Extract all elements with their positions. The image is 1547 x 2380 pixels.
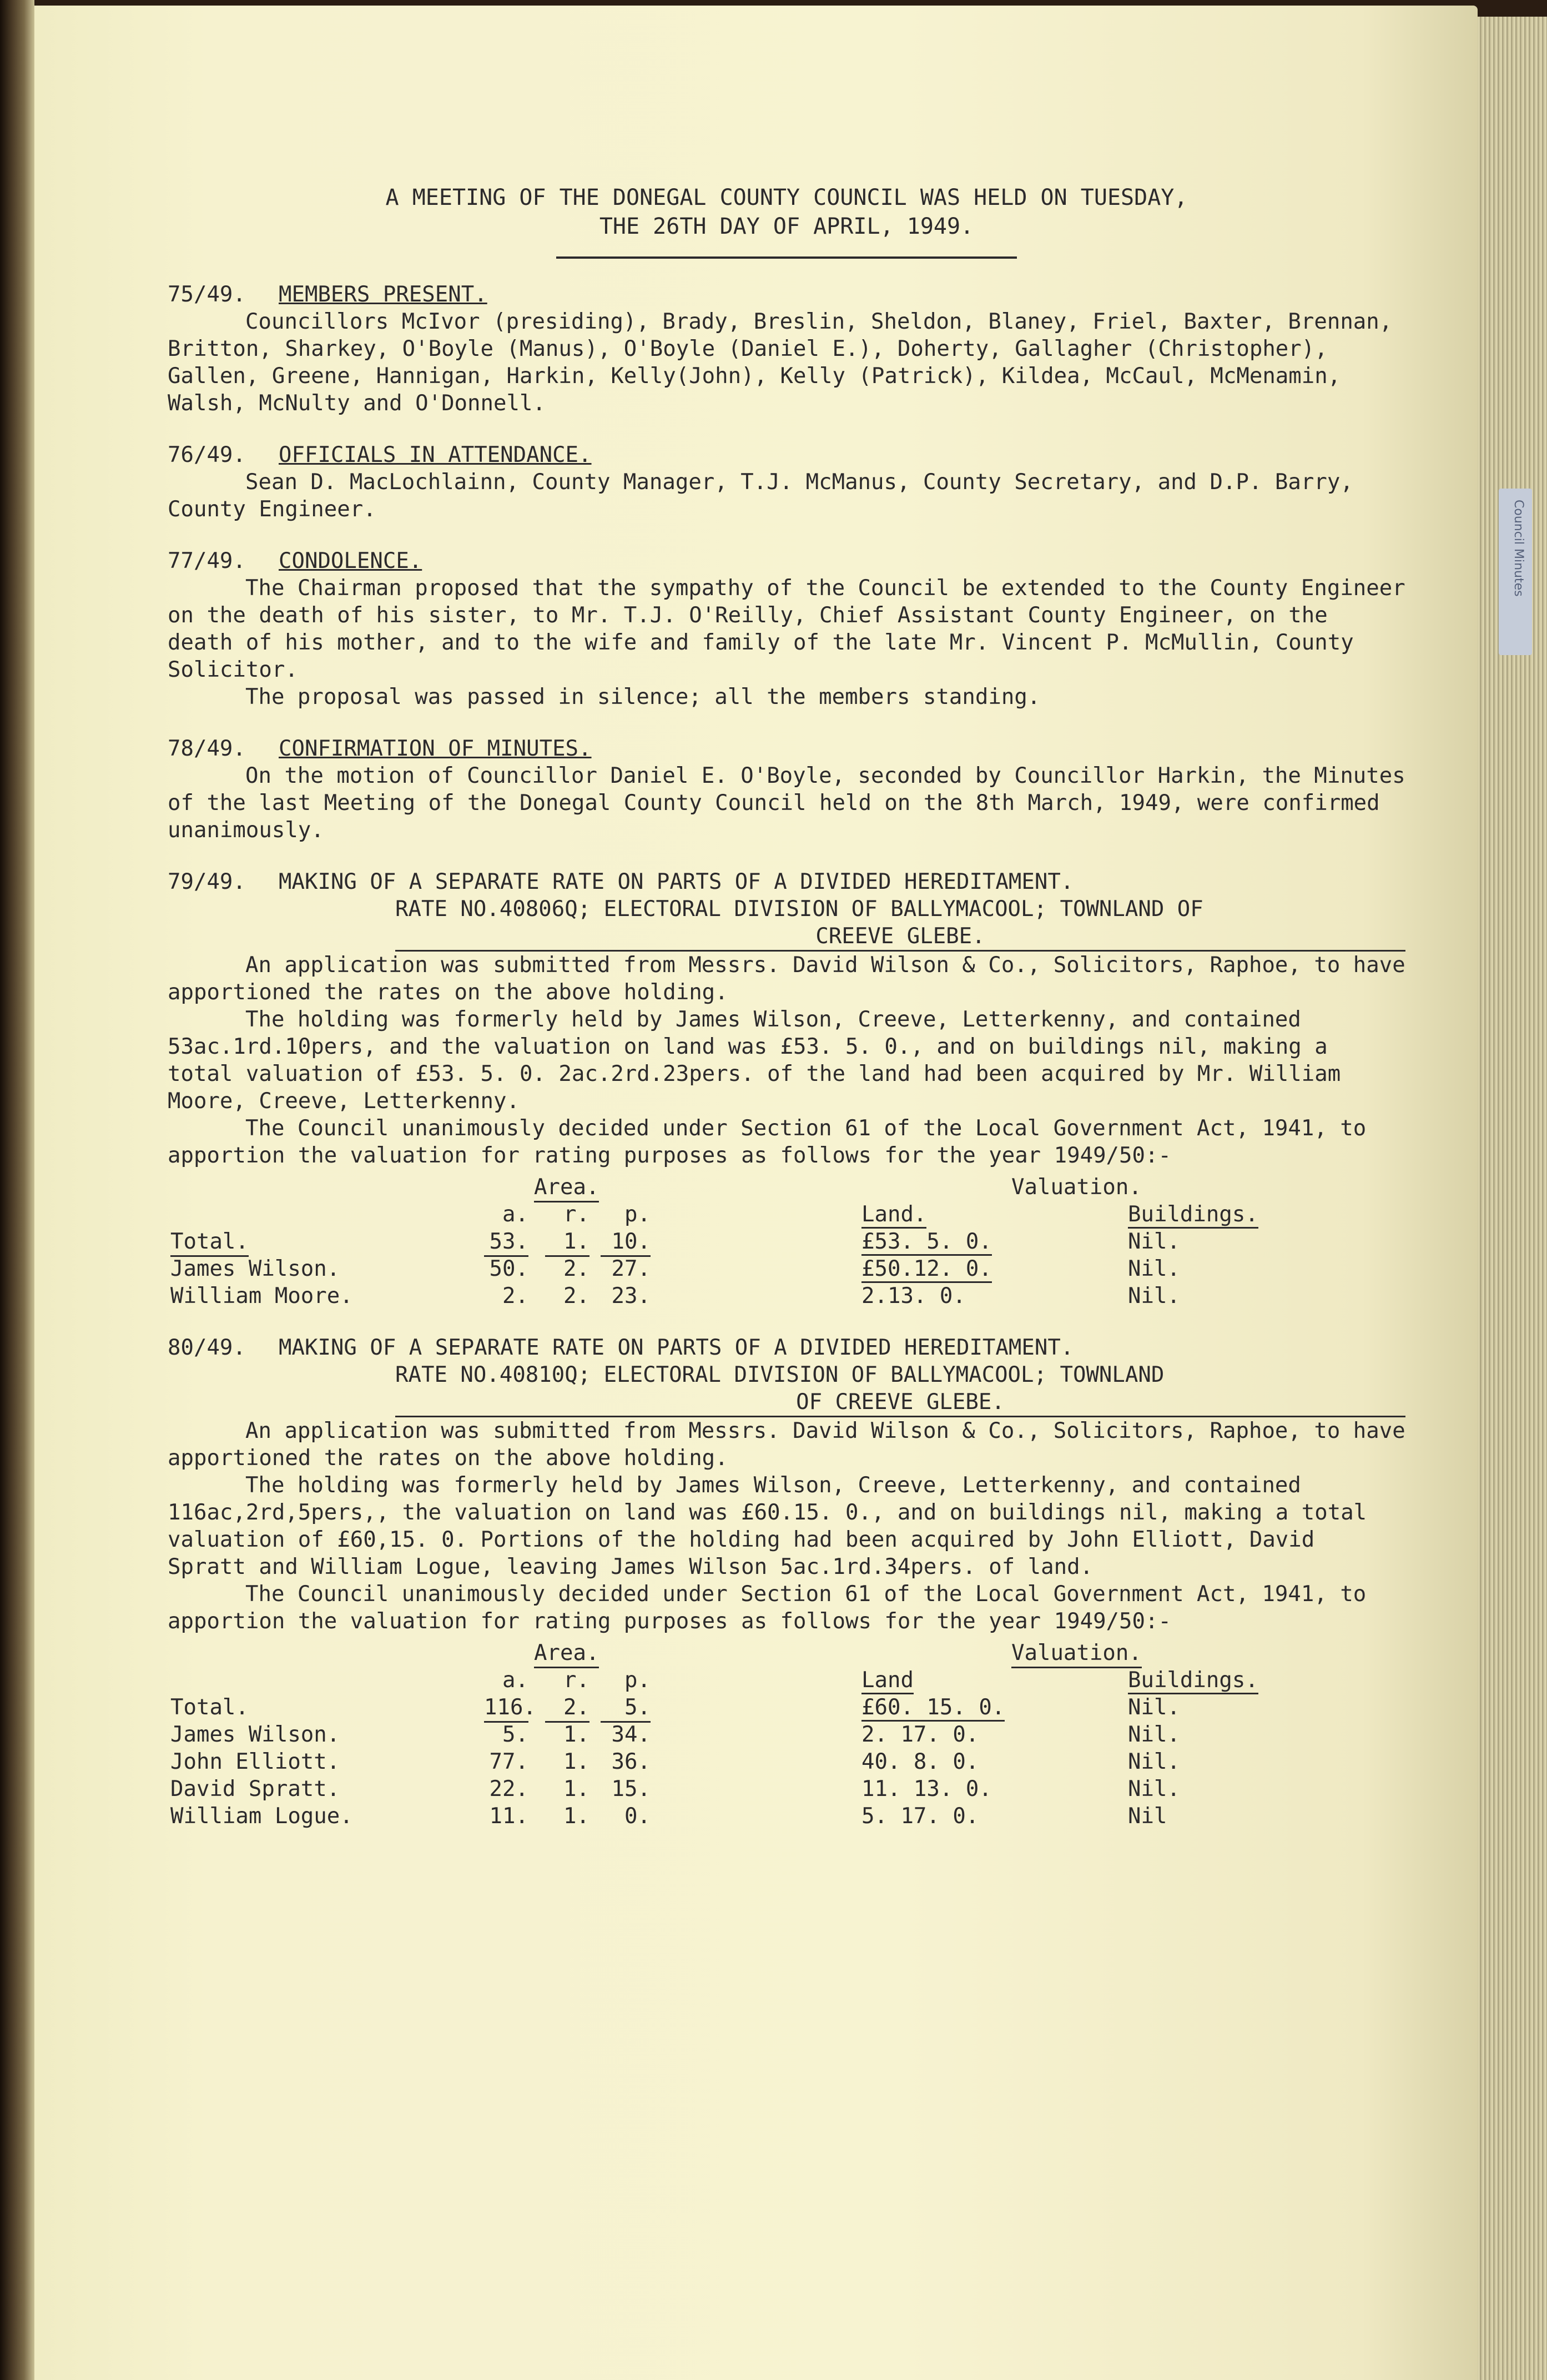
table-group-header bbox=[168, 1639, 1405, 1667]
document-page bbox=[34, 6, 1478, 2380]
row-name: James Wilson. bbox=[170, 1722, 340, 1747]
minute-heading: OFFICIALS IN ATTENDANCE. bbox=[279, 442, 592, 467]
row-buildings: Nil. bbox=[1128, 1722, 1180, 1747]
table-row bbox=[168, 1748, 1405, 1775]
table-row bbox=[168, 1803, 1405, 1830]
minute-number: 78/49. bbox=[168, 736, 246, 761]
row-land: 2. 17. 0. bbox=[861, 1722, 979, 1747]
title-rule bbox=[556, 256, 1017, 259]
row-name: William Moore. bbox=[170, 1284, 353, 1309]
row-acres: 22. bbox=[489, 1777, 528, 1802]
row-roods: 1. bbox=[545, 1228, 589, 1257]
row-perches: 23. bbox=[611, 1284, 651, 1309]
minute-paragraph: The holding was formerly held by James Wilson, Creeve, Letterkenny, and contained 116ac,2rd,5pers,, the valuation on land was £60.15. 0., and on buildings nil, making a total valuation of £60,15. 0. Portions of the holding had been acquired by John Elliott, David Spratt and William Logue, leaving James Wilson 5ac.1rd.34pers. of land. bbox=[168, 1473, 1367, 1579]
row-acres: 5. bbox=[502, 1722, 528, 1747]
row-name: William Logue. bbox=[170, 1804, 353, 1829]
minute-76-49 bbox=[168, 441, 1405, 523]
table-group-header bbox=[168, 1174, 1405, 1201]
minute-text: The Chairman proposed that the sympathy of the Council be extended to the County Engineer on the death of his sister, to Mr. T.J. O'Reilly, Chief Assistant County Engineer, on the death of his mother, and to the wife and family of the late Mr. Vincent P. McMullin, County Solicitor. bbox=[168, 576, 1405, 682]
row-name: Total. bbox=[170, 1695, 249, 1720]
book-binding-edge bbox=[0, 0, 34, 2380]
row-roods: 1. bbox=[563, 1777, 589, 1802]
row-buildings: Nil. bbox=[1128, 1777, 1180, 1802]
table-row bbox=[168, 1775, 1405, 1803]
column-land: Land bbox=[861, 1668, 914, 1694]
minute-heading: CONDOLENCE. bbox=[279, 549, 422, 573]
minute-heading: CONFIRMATION OF MINUTES. bbox=[279, 736, 592, 761]
row-land: 40. 8. 0. bbox=[861, 1749, 979, 1774]
row-land: £60. 15. 0. bbox=[861, 1695, 1005, 1722]
apportionment-table bbox=[168, 1639, 1405, 1830]
row-land: 11. 13. 0. bbox=[861, 1777, 992, 1802]
column-buildings: Buildings. bbox=[1128, 1202, 1258, 1229]
table-column-header bbox=[168, 1201, 1405, 1228]
row-acres: 50. bbox=[489, 1256, 528, 1281]
minute-paragraph: The Council unanimously decided under Section 61 of the Local Government Act, 1941, to apportion the valuation for rating purposes as follows for the year 1949/50:- bbox=[168, 1116, 1367, 1168]
minute-paragraph: An application was submitted from Messrs. David Wilson & Co., Solicitors, Raphoe, to have apportioned the rates on the above holding. bbox=[168, 1418, 1405, 1471]
minute-77-49 bbox=[168, 547, 1405, 711]
minute-text-2: The proposal was passed in silence; all the members standing. bbox=[245, 685, 1041, 710]
minute-paragraph: The holding was formerly held by James Wilson, Creeve, Letterkenny, and contained 53ac.1rd.10pers, and the valuation on land was £53. 5. 0., and on buildings nil, making a total valuation of £53. 5. 0. 2ac.2rd.23pers. of the land had been acquired by Mr. William Moore, Creeve, Letterkenny. bbox=[168, 1007, 1341, 1114]
minute-80-49 bbox=[168, 1334, 1405, 1830]
minute-heading-line-1: MAKING OF A SEPARATE RATE ON PARTS OF A DIVIDED HEREDITAMENT. bbox=[279, 869, 1074, 894]
table-row bbox=[168, 1694, 1405, 1721]
table-column-header bbox=[168, 1667, 1405, 1694]
valuation-header: Valuation. bbox=[1011, 1639, 1142, 1668]
minute-number: 80/49. bbox=[168, 1335, 246, 1360]
minute-number: 77/49. bbox=[168, 549, 246, 573]
minute-heading-line-2: RATE NO.40810Q; ELECTORAL DIVISION OF BALLYMACOOL; TOWNLAND bbox=[395, 1362, 1165, 1387]
table-row bbox=[168, 1721, 1405, 1748]
area-header: Area. bbox=[534, 1174, 599, 1202]
minute-78-49 bbox=[168, 735, 1405, 844]
apportionment-table bbox=[168, 1174, 1405, 1310]
row-buildings: Nil. bbox=[1128, 1749, 1180, 1774]
table-row bbox=[168, 1255, 1405, 1282]
column-roods: r. bbox=[563, 1202, 589, 1227]
row-acres: 11. bbox=[489, 1804, 528, 1829]
minute-79-49 bbox=[168, 868, 1405, 1310]
page-stack-edge bbox=[1478, 17, 1547, 2380]
row-acres: 77. bbox=[489, 1749, 528, 1774]
minute-text: Sean D. MacLochlainn, County Manager, T.J. McManus, County Secretary, and D.P. Barry, County Engineer. bbox=[168, 470, 1353, 522]
minute-text: Councillors McIvor (presiding), Brady, Breslin, Sheldon, Blaney, Friel, Baxter, Brennan, Britton, Sharkey, O'Boyle (Manus), O'Boyle (Daniel E.), Doherty, Gallagher (Christopher), Gallen, Greene, Hannigan, Harkin, Kelly(John), Kelly (Patrick), Kildea, McCaul, McMenamin, Walsh, McNulty and O'Donnell. bbox=[168, 309, 1393, 416]
row-land: 2.13. 0. bbox=[861, 1284, 966, 1309]
row-acres: 53. bbox=[484, 1228, 528, 1257]
minute-number: 75/49. bbox=[168, 282, 246, 307]
row-perches: 36. bbox=[611, 1749, 651, 1774]
row-perches: 27. bbox=[611, 1256, 651, 1281]
column-land: Land. bbox=[861, 1202, 926, 1229]
row-land: £53. 5. 0. bbox=[861, 1229, 992, 1256]
row-roods: 1. bbox=[563, 1804, 589, 1829]
row-buildings: Nil bbox=[1128, 1804, 1167, 1829]
column-roods: r. bbox=[563, 1668, 589, 1693]
row-perches: 15. bbox=[611, 1777, 651, 1802]
minute-text: On the motion of Councillor Daniel E. O'Boyle, seconded by Councillor Harkin, the Minutes of the last Meeting of the Donegal County Council held on the 8th March, 1949, were confirmed unanimously. bbox=[168, 763, 1405, 843]
row-name: James Wilson. bbox=[170, 1256, 340, 1281]
row-land: £50.12. 0. bbox=[861, 1256, 992, 1283]
row-buildings: Nil. bbox=[1128, 1229, 1180, 1254]
minute-heading-line-3: CREEVE GLEBE. bbox=[815, 924, 985, 949]
meeting-title-line-2: THE 26TH DAY OF APRIL, 1949. bbox=[599, 214, 974, 239]
row-roods: 1. bbox=[563, 1749, 589, 1774]
row-perches: 0. bbox=[624, 1804, 651, 1829]
valuation-header: Valuation. bbox=[1011, 1175, 1142, 1200]
minute-paragraph: The Council unanimously decided under Section 61 of the Local Government Act, 1941, to apportion the valuation for rating purposes as follows for the year 1949/50:- bbox=[168, 1582, 1367, 1634]
minute-75-49 bbox=[168, 281, 1405, 417]
row-roods: 1. bbox=[563, 1722, 589, 1747]
row-buildings: Nil. bbox=[1128, 1695, 1180, 1720]
table-row bbox=[168, 1282, 1405, 1310]
meeting-title-line-1: A MEETING OF THE DONEGAL COUNTY COUNCIL WAS HELD ON TUESDAY, bbox=[385, 185, 1188, 210]
minute-number: 76/49. bbox=[168, 442, 246, 467]
column-acres: a. bbox=[502, 1668, 528, 1693]
column-perches: p. bbox=[624, 1668, 651, 1693]
row-buildings: Nil. bbox=[1128, 1284, 1180, 1309]
row-roods: 2. bbox=[563, 1256, 589, 1281]
column-perches: p. bbox=[624, 1202, 651, 1227]
column-buildings: Buildings. bbox=[1128, 1668, 1258, 1694]
minute-heading-line-2: RATE NO.40806Q; ELECTORAL DIVISION OF BALLYMACOOL; TOWNLAND OF bbox=[395, 897, 1203, 922]
row-roods: 2. bbox=[563, 1284, 589, 1309]
index-tab-label: Council Minutes bbox=[1511, 500, 1525, 597]
area-header: Area. bbox=[534, 1639, 599, 1668]
minutes-content bbox=[168, 183, 1405, 1854]
row-acres: 116. bbox=[484, 1694, 528, 1723]
minute-paragraph: An application was submitted from Messrs. David Wilson & Co., Solicitors, Raphoe, to have apportioned the rates on the above holding. bbox=[168, 953, 1405, 1005]
minute-heading-line-1: MAKING OF A SEPARATE RATE ON PARTS OF A DIVIDED HEREDITAMENT. bbox=[279, 1335, 1074, 1360]
row-land: 5. 17. 0. bbox=[861, 1804, 979, 1829]
minute-heading-line-3: OF CREEVE GLEBE. bbox=[796, 1390, 1005, 1415]
table-row bbox=[168, 1228, 1405, 1255]
row-roods: 2. bbox=[545, 1694, 589, 1723]
column-acres: a. bbox=[502, 1202, 528, 1227]
row-acres: 2. bbox=[502, 1284, 528, 1309]
row-name: John Elliott. bbox=[170, 1749, 340, 1774]
minute-number: 79/49. bbox=[168, 869, 246, 894]
row-name: Total. bbox=[170, 1228, 249, 1257]
row-buildings: Nil. bbox=[1128, 1256, 1180, 1281]
row-perches: 5. bbox=[601, 1694, 651, 1723]
row-perches: 34. bbox=[611, 1722, 651, 1747]
row-name: David Spratt. bbox=[170, 1777, 340, 1802]
row-perches: 10. bbox=[601, 1228, 651, 1257]
minute-heading: MEMBERS PRESENT. bbox=[279, 282, 487, 307]
